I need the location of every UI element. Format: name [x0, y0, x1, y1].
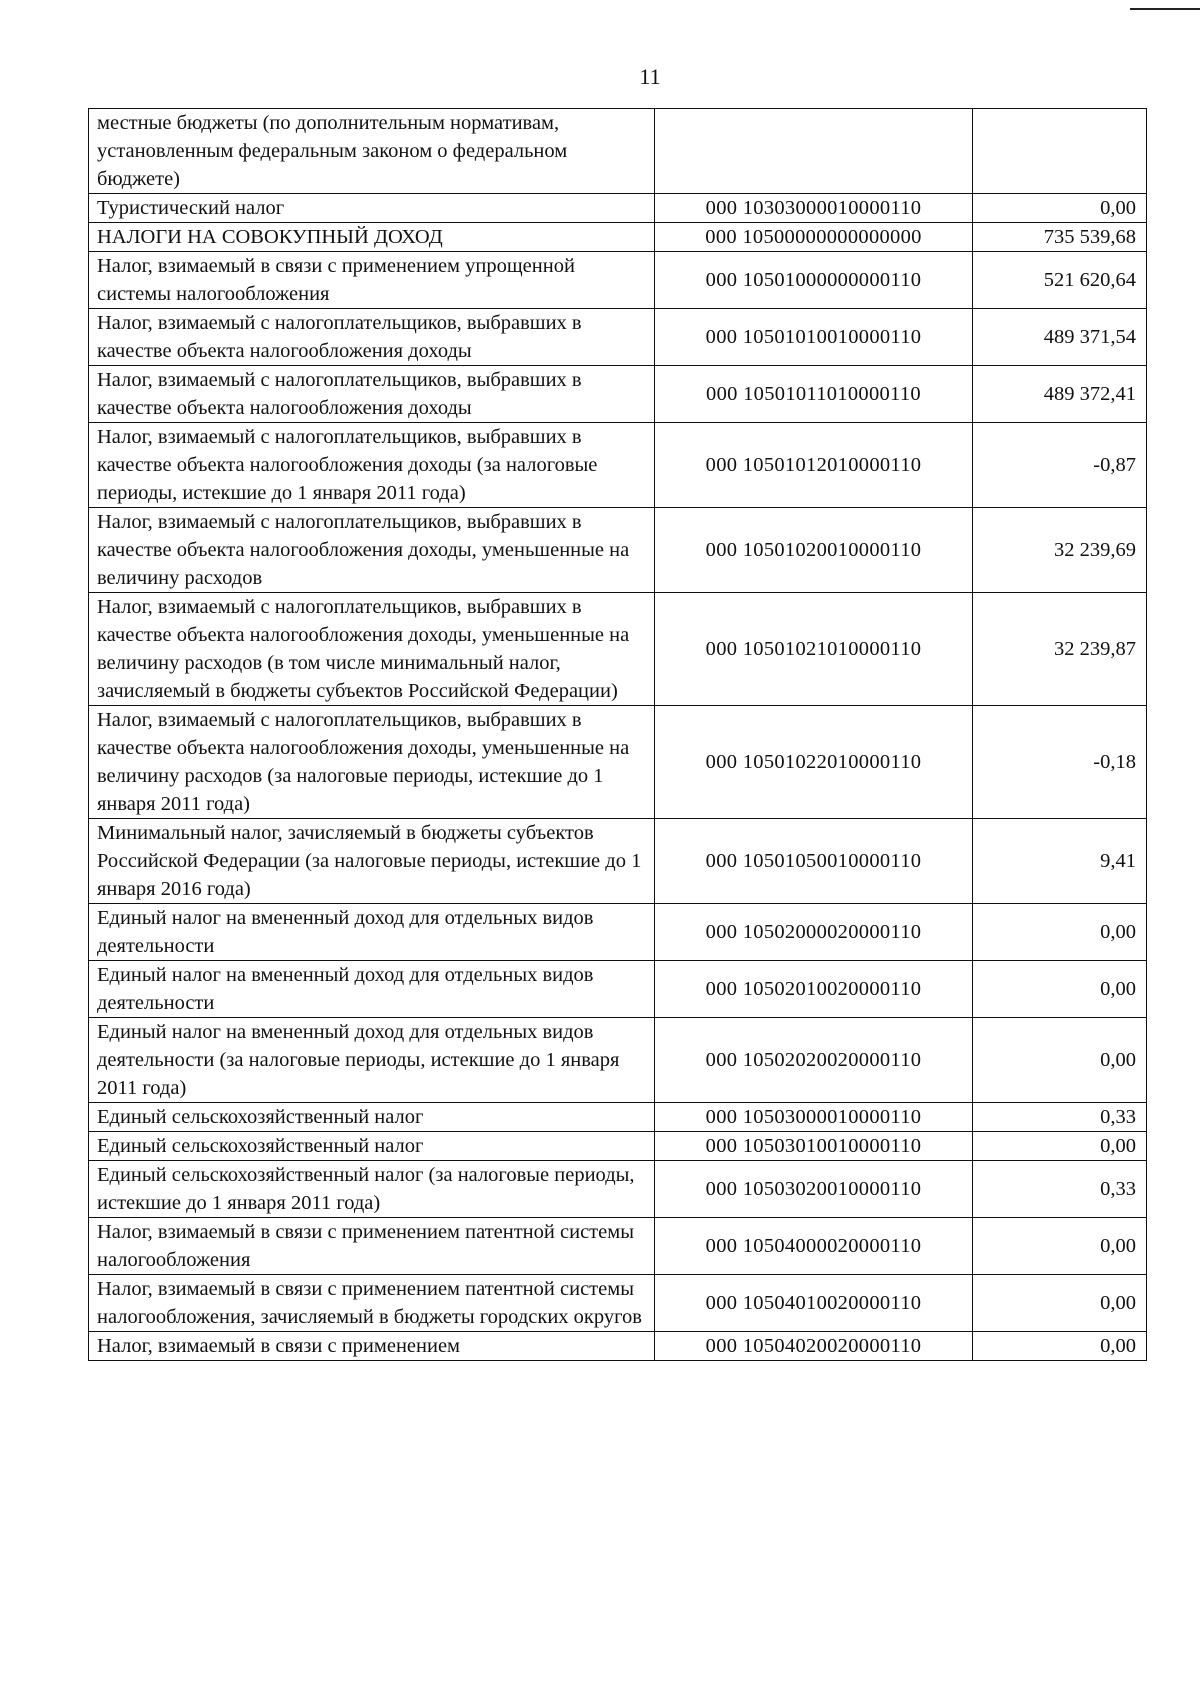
table-row	[89, 1332, 1147, 1361]
row-code-cell: 000 10504010020000110	[655, 1275, 973, 1332]
row-value-cell: 735 539,68	[973, 223, 1147, 252]
row-code-cell: 000 10504000020000110	[655, 1218, 973, 1275]
table-row	[89, 1132, 1147, 1161]
row-name-cell: Налог, взимаемый с налогоплательщиков, выбравших в качестве объекта налогообложения доходы, уменьшенные на величину расходов (за налоговые периоды, истекшие до 1 января 2011 года)	[89, 706, 655, 819]
row-code-cell	[655, 109, 973, 194]
row-value-cell: 0,33	[973, 1161, 1147, 1218]
table-row	[89, 423, 1147, 508]
row-name-cell: Туристический налог	[89, 194, 655, 223]
row-name-cell: НАЛОГИ НА СОВОКУПНЫЙ ДОХОД	[89, 223, 655, 252]
row-code-cell: 000 10502020020000110	[655, 1018, 973, 1103]
row-value-cell: 0,00	[973, 1275, 1147, 1332]
row-value-cell: 0,00	[973, 961, 1147, 1018]
row-code-cell: 000 10501020010000110	[655, 508, 973, 593]
row-name-cell: Налог, взимаемый с налогоплательщиков, выбравших в качестве объекта налогообложения доходы	[89, 366, 655, 423]
table-row	[89, 309, 1147, 366]
row-code-cell: 000 10503020010000110	[655, 1161, 973, 1218]
row-code-cell: 000 10501010010000110	[655, 309, 973, 366]
row-value-cell: 0,33	[973, 1103, 1147, 1132]
row-code-cell: 000 10501012010000110	[655, 423, 973, 508]
row-name-cell: Налог, взимаемый в связи с применением патентной системы налогообложения	[89, 1218, 655, 1275]
row-value-cell: -0,87	[973, 423, 1147, 508]
row-code-cell: 000 10501050010000110	[655, 819, 973, 904]
table-row	[89, 109, 1147, 194]
row-code-cell: 000 10503010010000110	[655, 1132, 973, 1161]
table-row	[89, 366, 1147, 423]
table-row	[89, 1275, 1147, 1332]
row-name-cell: Минимальный налог, зачисляемый в бюджеты субъектов Российской Федерации (за налоговые периоды, истекшие до 1 января 2016 года)	[89, 819, 655, 904]
row-name-cell: Налог, взимаемый с налогоплательщиков, выбравших в качестве объекта налогообложения доходы (за налоговые периоды, истекшие до 1 января 2011 года)	[89, 423, 655, 508]
row-name-cell: Единый сельскохозяйственный налог	[89, 1132, 655, 1161]
table-row	[89, 706, 1147, 819]
row-code-cell: 000 10303000010000110	[655, 194, 973, 223]
row-value-cell: 521 620,64	[973, 252, 1147, 309]
row-code-cell: 000 10501000000000110	[655, 252, 973, 309]
table-row	[89, 194, 1147, 223]
row-name-cell: Налог, взимаемый с налогоплательщиков, выбравших в качестве объекта налогообложения доходы	[89, 309, 655, 366]
row-code-cell: 000 10502000020000110	[655, 904, 973, 961]
row-value-cell: 32 239,69	[973, 508, 1147, 593]
table-row	[89, 1103, 1147, 1132]
row-code-cell: 000 10501011010000110	[655, 366, 973, 423]
page-number: 11	[639, 64, 661, 89]
row-value-cell: 32 239,87	[973, 593, 1147, 706]
revenue-table	[88, 108, 1147, 1361]
table-row	[89, 1218, 1147, 1275]
row-code-cell: 000 10503000010000110	[655, 1103, 973, 1132]
row-value-cell: 0,00	[973, 1132, 1147, 1161]
table-row	[89, 593, 1147, 706]
table-row	[89, 819, 1147, 904]
row-value-cell: -0,18	[973, 706, 1147, 819]
table-row	[89, 904, 1147, 961]
row-name-cell: Единый налог на вмененный доход для отдельных видов деятельности	[89, 904, 655, 961]
row-code-cell: 000 10502010020000110	[655, 961, 973, 1018]
row-name-cell: Единый налог на вмененный доход для отдельных видов деятельности (за налоговые периоды, истекшие до 1 января 2011 года)	[89, 1018, 655, 1103]
row-name-cell: Налог, взимаемый с налогоплательщиков, выбравших в качестве объекта налогообложения доходы, уменьшенные на величину расходов	[89, 508, 655, 593]
row-value-cell	[973, 109, 1147, 194]
row-code-cell: 000 10501022010000110	[655, 706, 973, 819]
row-code-cell: 000 10501021010000110	[655, 593, 973, 706]
corner-mark	[1130, 8, 1200, 10]
row-name-cell: Налог, взимаемый в связи с применением	[89, 1332, 655, 1361]
row-value-cell: 489 371,54	[973, 309, 1147, 366]
row-value-cell: 0,00	[973, 1018, 1147, 1103]
row-value-cell: 0,00	[973, 904, 1147, 961]
row-value-cell: 0,00	[973, 194, 1147, 223]
row-code-cell: 000 10504020020000110	[655, 1332, 973, 1361]
table-row	[89, 1161, 1147, 1218]
row-name-cell: Единый налог на вмененный доход для отдельных видов деятельности	[89, 961, 655, 1018]
row-value-cell: 0,00	[973, 1332, 1147, 1361]
row-name-cell: Единый сельскохозяйственный налог	[89, 1103, 655, 1132]
table-row	[89, 961, 1147, 1018]
row-name-cell: Единый сельскохозяйственный налог (за налоговые периоды, истекшие до 1 января 2011 года)	[89, 1161, 655, 1218]
row-value-cell: 489 372,41	[973, 366, 1147, 423]
table-row	[89, 1018, 1147, 1103]
row-name-cell: Налог, взимаемый с налогоплательщиков, выбравших в качестве объекта налогообложения доходы, уменьшенные на величину расходов (в том числе минимальный налог, зачисляемый в бюджеты субъектов Российской Федерации)	[89, 593, 655, 706]
row-value-cell: 0,00	[973, 1218, 1147, 1275]
table-row	[89, 223, 1147, 252]
row-name-cell: Налог, взимаемый в связи с применением упрощенной системы налогообложения	[89, 252, 655, 309]
row-name-cell: местные бюджеты (по дополнительным нормативам, установленным федеральным законом о федеральном бюджете)	[89, 109, 655, 194]
row-code-cell: 000 10500000000000000	[655, 223, 973, 252]
row-value-cell: 9,41	[973, 819, 1147, 904]
row-name-cell: Налог, взимаемый в связи с применением патентной системы налогообложения, зачисляемый в бюджеты городских округов	[89, 1275, 655, 1332]
table-row	[89, 508, 1147, 593]
table-row	[89, 252, 1147, 309]
